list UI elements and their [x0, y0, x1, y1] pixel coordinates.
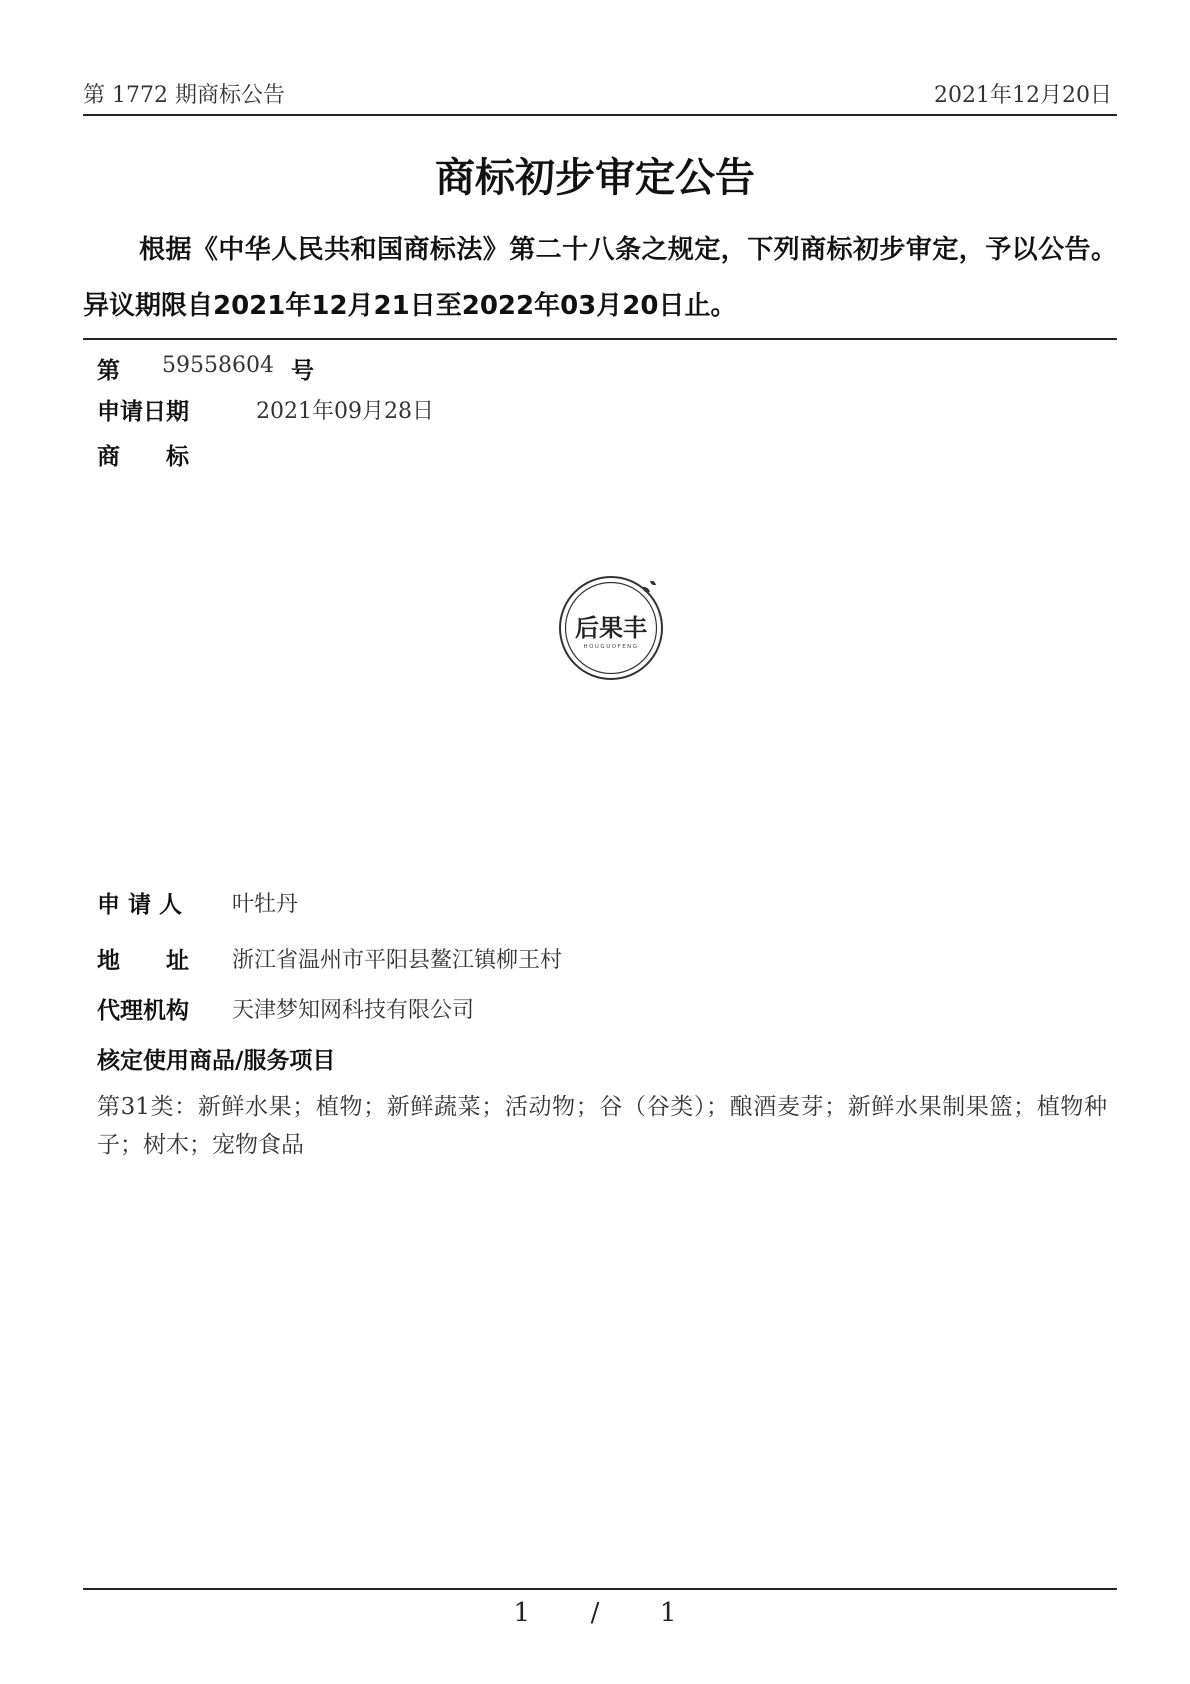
agent-label: 代理机构 [97, 998, 189, 1024]
application-date: 2021年09月28日 [256, 399, 434, 424]
registration-number: 59558604 [162, 353, 274, 378]
section-divider [83, 338, 1117, 340]
page-indicator [0, 1598, 1190, 1628]
number-label-prefix: 第 [97, 358, 120, 384]
page-current: 1 [513, 1598, 531, 1628]
page-title: 商标初步审定公告 [435, 155, 755, 201]
logo-wordmark: 后果丰 [575, 614, 647, 642]
leaf-icon [642, 587, 650, 593]
agent-value: 天津梦知网科技有限公司 [232, 998, 475, 1023]
header-divider [83, 114, 1117, 116]
trademark-logo-graphic [556, 573, 666, 683]
applicant-label: 申 请 人 [97, 892, 183, 918]
leaf-icon [650, 581, 656, 585]
application-date-label: 申请日期 [97, 399, 189, 425]
address-label: 地 址 [97, 948, 189, 974]
goods-label: 核定使用商品/服务项目 [97, 1048, 336, 1074]
intro-paragraph: 根据《中华人民共和国商标法》第二十八条之规定，下列商标初步审定，予以公告。异议期限自2021年12月21日至2022年03月20日止。 [83, 235, 1117, 321]
logo-subtext: HOUGUOFENG [583, 644, 639, 650]
trademark-logo [556, 573, 666, 683]
applicant-name: 叶牡丹 [232, 892, 299, 917]
address-value: 浙江省温州市平阳县鳌江镇柳王村 [232, 948, 563, 973]
goods-list: 第31类：新鲜水果；植物；新鲜蔬菜；活动物；谷（谷类）；酿酒麦芽；新鲜水果制果篮；植物种子；树木；宠物食品 [97, 1094, 1107, 1158]
number-label-suffix: 号 [291, 358, 314, 384]
trademark-label: 商 标 [97, 444, 189, 470]
footer-divider [83, 1588, 1117, 1590]
page-separator: / [590, 1598, 600, 1628]
header-issue: 第 1772 期商标公告 [83, 83, 285, 108]
page-total: 1 [659, 1598, 677, 1628]
header-date: 2021年12月20日 [934, 83, 1112, 108]
